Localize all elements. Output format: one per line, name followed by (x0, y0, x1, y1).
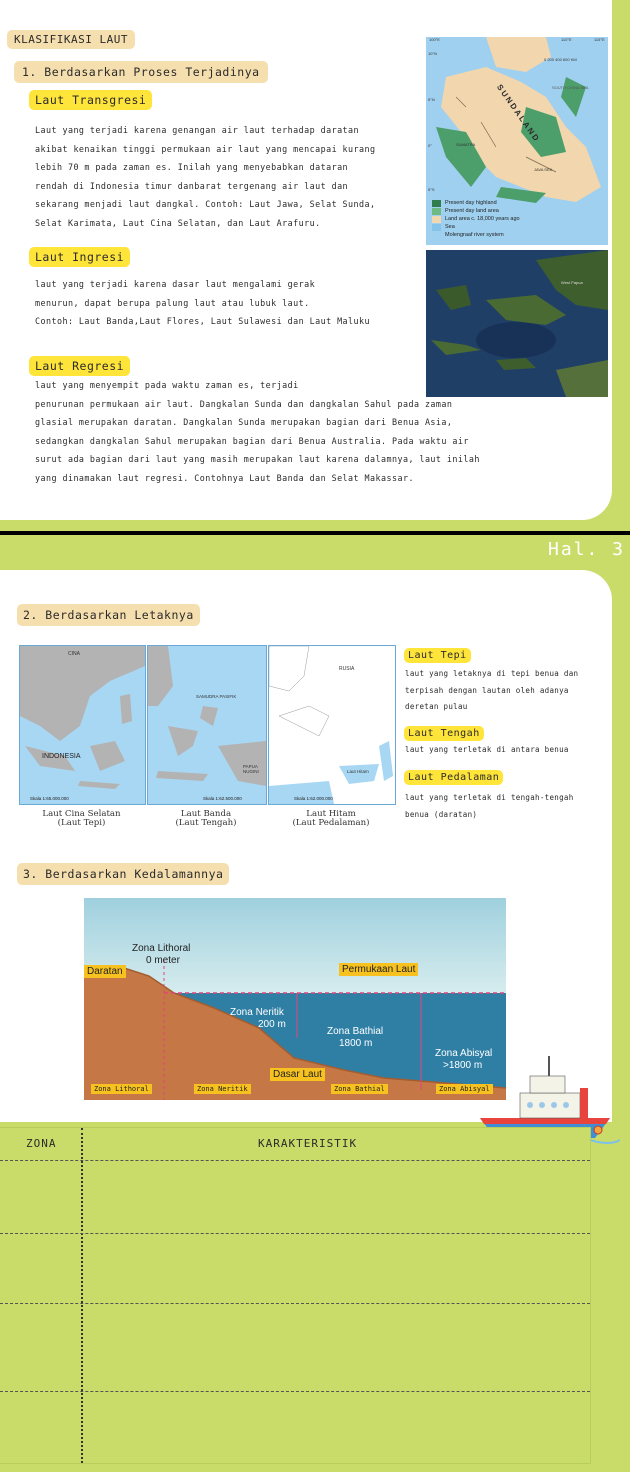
map-tepi-scale: Skala 1:65.000.000 (30, 796, 69, 801)
depth-diagram (84, 898, 506, 1100)
section-separator (0, 531, 630, 535)
table-header-zona: ZONA (26, 1137, 57, 1150)
table-header-karakteristik: KARAKTERISTIK (258, 1137, 358, 1150)
zona-table (0, 1127, 591, 1464)
map1-lat1: 10°N (428, 51, 437, 56)
section2-heading: 2. Berdasarkan Letaknya (17, 604, 200, 626)
regresi-label: Laut Regresi (29, 356, 130, 376)
map1-java-sea: JAVA SEA (534, 167, 553, 172)
map2-label: West Papua (561, 280, 583, 285)
map-tengah-place1: SAMUDRA PASIFIK (196, 694, 237, 699)
map-tepi-place1: CINA (68, 651, 80, 657)
diagram-abisyal: Zona Abisyal (435, 1048, 493, 1059)
map1-south-china-sea: SOUTH CHINA SEA (552, 85, 589, 90)
transgresi-text: Laut yang terjadi karena genangan air laut terhadap daratan akibat kenaikan tinggi permukaan air laut yang mencapai kurang lebih 70 m pada zaman es. Inilah yang menyebabkan dataran rendah di Indonesia timur danbarat tergenang air laut dan sekarang menjadi laut dangkal. Contoh: Laut Jawa, Selat Sunda, Selat Karimata, Laut Cina Selatan, dan Laut Arafuru. (35, 125, 376, 228)
map-tengah-scale: Skala 1:62.500.000 (203, 796, 242, 801)
diagram-abisyal-depth: >1800 m (443, 1060, 483, 1071)
map1-lat2: 5°N (428, 97, 435, 102)
map-laut-pedalaman-graphic (269, 646, 395, 804)
legend-swatch-highland (432, 200, 441, 207)
map-pedalaman-place1: RUSIA (339, 666, 355, 672)
table-col-divider (81, 1128, 83, 1463)
map-pedalaman-scale: Skala 1:62.000.000 (294, 796, 333, 801)
diagram-daratan: Daratan (84, 965, 126, 978)
diagram-bottom-neritik: Zona Neritik (194, 1084, 251, 1094)
diagram-bottom-bathial: Zona Bathial (331, 1084, 388, 1094)
transgresi-label: Laut Transgresi (29, 90, 152, 110)
legend-ancient: Land area c. 18,000 years ago (445, 216, 520, 222)
section1-heading: 1. Berdasarkan Proses Terjadinya (14, 61, 268, 83)
diagram-bottom-lithoral: Zona Lithoral (91, 1084, 152, 1094)
legend-river: Molengraaf river system (445, 232, 504, 238)
map1-sumatra: SUMATRA (456, 142, 476, 147)
diagram-neritik-depth: 200 m (258, 1019, 286, 1030)
map-tepi-place2: INDONESIA (42, 753, 81, 760)
table-row-divider (0, 1391, 590, 1392)
map1-lon1: 100°E (429, 37, 440, 42)
sundaland-map (426, 37, 608, 245)
legend-highland: Present day highland (445, 200, 497, 206)
map-laut-tengah-graphic (148, 646, 266, 804)
map1-sundaland: SUNDALAND (494, 82, 542, 145)
satellite-map-graphic (426, 250, 608, 397)
map1-lon3: 115°E (594, 37, 605, 42)
tengah-label: Laut Tengah (404, 726, 484, 741)
ingresi-text: laut yang terjadi karena dasar laut mengalami gerak menurun, dapat berupa palung laut atau lubuk laut. Contoh: Laut Banda,Laut Flores, Laut Sulawesi dan Laut Maluku (35, 279, 371, 326)
tengah-text: laut yang terletak di antara benua (405, 745, 569, 754)
diagram-bottom-abisyal: Zona Abisyal (436, 1084, 493, 1094)
tepi-text: laut yang letaknya di tepi benua dan terpisah dengan lautan oleh adanya deretan pulau (405, 669, 579, 711)
legend-swatch-sea (432, 224, 441, 231)
caption-laut-tengah: Laut Banda (Laut Tengah) (175, 809, 237, 828)
section3-heading: 3. Berdasarkan Kedalamannya (17, 863, 229, 885)
map1-lat3: 0° (428, 143, 432, 148)
pedalaman-text: laut yang terletak di tengah-tengah benua (daratan) (405, 793, 574, 819)
table-row-divider (0, 1303, 590, 1304)
table-row-divider (0, 1233, 590, 1234)
map-laut-pedalaman (268, 645, 396, 805)
map-laut-tengah (147, 645, 267, 805)
diagram-permukaan: Permukaan Laut (339, 963, 418, 976)
map-pedalaman-place2: Laut Hitam (347, 769, 369, 774)
diagram-bathial-depth: 1800 m (339, 1038, 373, 1049)
diagram-dasar: Dasar Laut (270, 1068, 325, 1081)
diagram-zero-meter: 0 meter (146, 955, 180, 966)
map-tengah-place2: PAPUA NUGINI (243, 764, 259, 774)
map1-lon2: 110°E (561, 37, 572, 42)
satellite-map (426, 250, 608, 397)
diagram-neritik: Zona Neritik (230, 1007, 284, 1018)
map-laut-tepi (19, 645, 146, 805)
diagram-bathial: Zona Bathial (327, 1026, 384, 1037)
caption-laut-pedalaman: Laut Hitam (Laut Pedalaman) (292, 809, 370, 828)
table-row-divider (0, 1160, 590, 1161)
ingresi-label: Laut Ingresi (29, 247, 130, 267)
regresi-text: laut yang menyempit pada waktu zaman es, terjadi penurunan permukaan air laut. Dangkalan Sunda dan dangkalan Sahul pada zaman glasial merupakan daratan. Dangkalan Sunda merupakan bagian dari Benua Asia, sedangkan dangkalan Sahul merupakan bagian dari Benua Australia. Pada waktu air surut ada bagian dari laut yang masih merupakan laut karena dalamnya, laut inilah yang dinamakan laut regresi. Contohnya Laut Banda dan Selat Makassar. (35, 380, 480, 483)
map-laut-tepi-graphic (20, 646, 145, 804)
section1-green-edge (612, 0, 630, 520)
legend-swatch-land (432, 208, 441, 215)
page-title: KLASIFIKASI LAUT (7, 30, 135, 49)
map1-scale: 0 200 400 600 KM (544, 57, 577, 62)
section2-green-edge (612, 570, 630, 1122)
pedalaman-label: Laut Pedalaman (404, 770, 503, 785)
map1-lat4: 5°S (428, 187, 435, 192)
legend-swatch-ancient (432, 216, 441, 223)
tepi-label: Laut Tepi (404, 648, 471, 663)
caption-laut-tepi: Laut Cina Selatan (Laut Tepi) (42, 809, 121, 828)
legend-sea: Sea (445, 224, 455, 230)
legend-land: Present day land area (445, 208, 499, 214)
page-number: Hal. 3 (548, 539, 626, 560)
diagram-zona-lithoral: Zona Lithoral (132, 943, 191, 954)
